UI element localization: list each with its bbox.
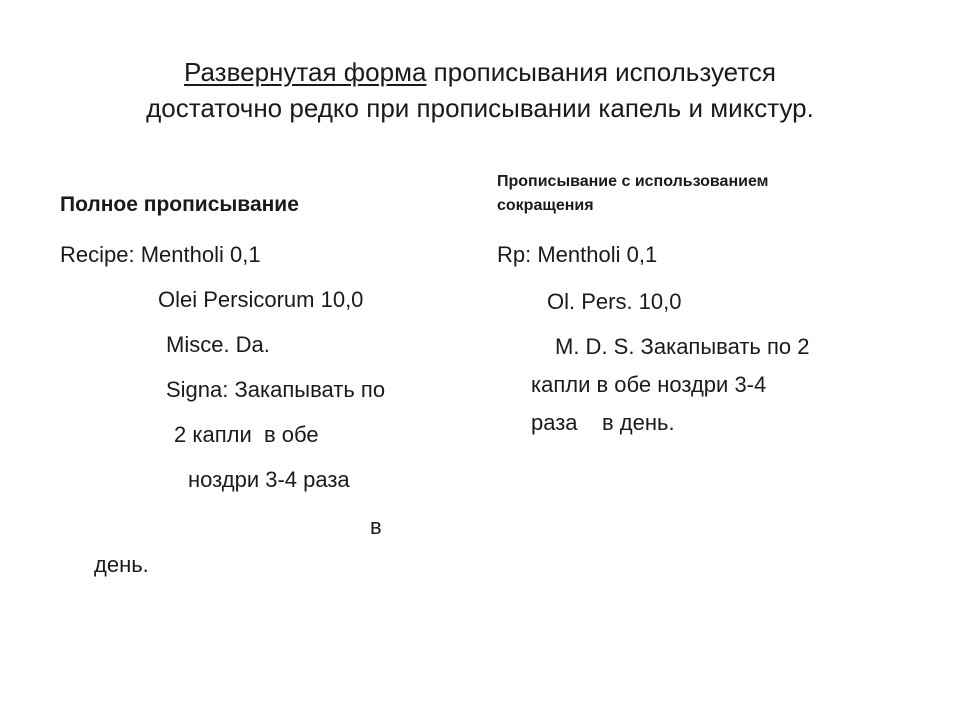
right-heading-line1: Прописывание с использованием [497, 173, 769, 190]
right-line-mds: M. D. S. Закапывать по 2 [555, 334, 810, 359]
left-line-misce: Misce. Da. [166, 332, 270, 357]
left-line-signa: Signa: Закапывать по [166, 377, 386, 402]
right-heading-line2: сокращения [497, 197, 594, 214]
left-line-recipe: Recipe: Mentholi 0,1 [60, 242, 261, 267]
left-line-olei: Olei Persicorum 10,0 [158, 287, 364, 312]
title-line2: достаточно редко при прописывании капель и микстур. [146, 93, 814, 123]
left-line-kapli: 2 капли в обе [174, 422, 319, 447]
title-line1-rest: прописывания используется [426, 57, 776, 87]
right-column-heading [497, 170, 897, 218]
left-line-v: в [370, 514, 382, 539]
title-underlined-phrase: Развернутая форма [184, 57, 427, 87]
right-line-rp: Rp: Mentholi 0,1 [497, 242, 658, 267]
left-column-heading: Полное прописывание [60, 193, 299, 216]
left-line-nozdri: ноздри 3-4 раза [188, 467, 350, 492]
slide-title [60, 54, 900, 126]
left-line-den: день. [94, 552, 149, 577]
right-line-ol-pers: Ol. Pers. 10,0 [547, 289, 682, 314]
right-line-kapli: капли в обе ноздри 3-4 [531, 372, 767, 397]
right-line-raza: раза в день. [531, 410, 675, 435]
